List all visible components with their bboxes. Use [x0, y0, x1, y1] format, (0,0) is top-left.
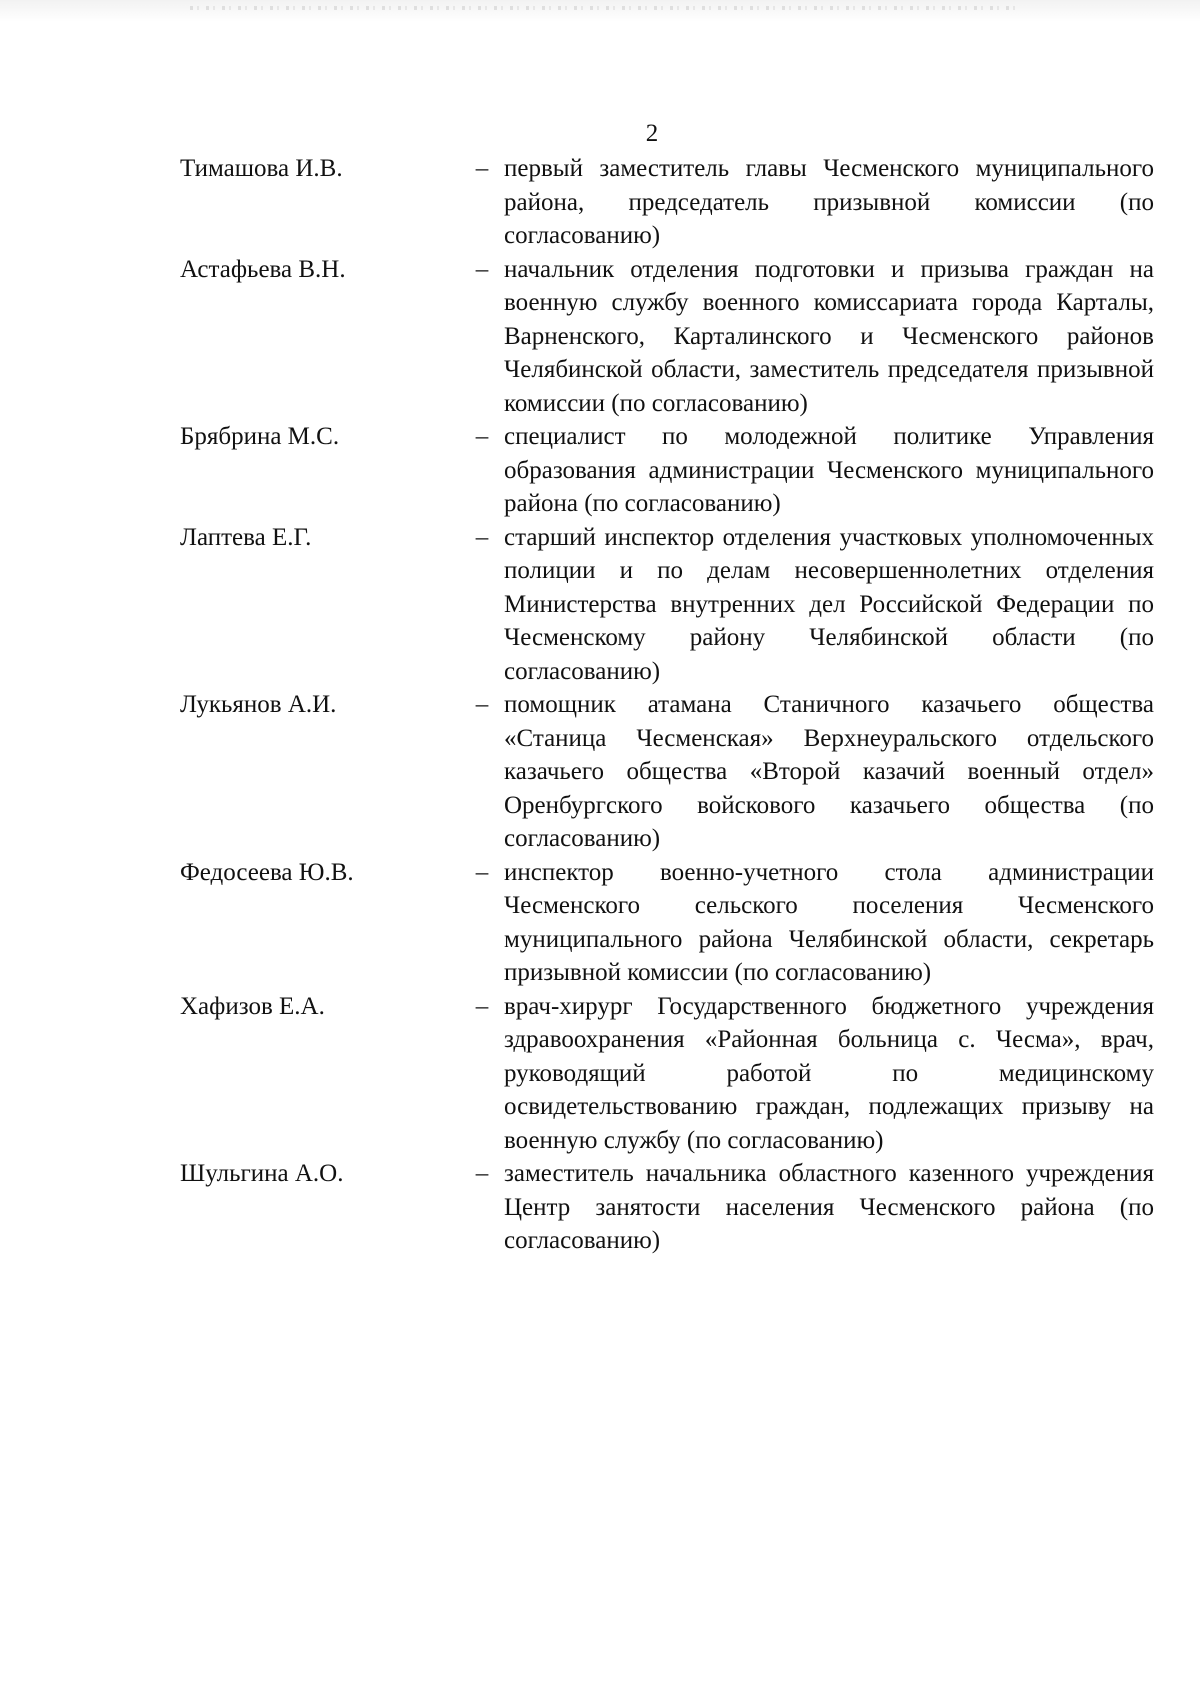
member-row [180, 521, 1160, 689]
dash-separator: – [475, 423, 489, 450]
member-position: заместитель начальника областного казенного учреждения Центр занятости населения Чесменского района (по согласованию) [504, 1160, 1154, 1254]
dash-separator: – [475, 155, 489, 182]
member-position: специалист по молодежной политике Управления образования администрации Чесменского муниципального района (по согласованию) [504, 423, 1154, 517]
member-name: Брябрина М.С. [180, 423, 340, 450]
dash-separator: – [475, 691, 489, 718]
member-position: старший инспектор отделения участковых уполномоченных полиции и по делам несовершеннолетних отделения Министерства внутренних дел Российской Федерации по Чесменскому району Челябинской области (по согласованию) [504, 523, 1154, 685]
dash-separator: – [475, 858, 489, 886]
member-position: помощник атамана Станичного казачьего общества «Станица Чесменская» Верхнеуральского отдельского казачьего общества «Второй казачий военный отдел» Оренбургского войскового казачьего общества (по согласованию) [504, 691, 1154, 852]
member-name: Федосеева Ю.В. [180, 858, 354, 886]
member-row [180, 990, 1160, 1158]
member-row [180, 152, 1160, 253]
member-row [180, 856, 1160, 990]
member-name: Тимашова И.В. [180, 155, 343, 182]
scan-top-edge [0, 0, 1200, 22]
member-row [180, 688, 1160, 856]
member-name: Хафизов Е.А. [180, 992, 325, 1020]
member-name: Астафьева В.Н. [180, 255, 346, 283]
commission-members-list [180, 152, 1160, 1258]
dash-separator: – [475, 992, 489, 1020]
member-row [180, 253, 1160, 421]
dash-separator: – [475, 255, 489, 283]
member-position: начальник отделения подготовки и призыва граждан на военную службу военного комиссариата города Карталы, Варненского, Карталинского и Чесменского районов Челябинской области, заместитель председателя призывной комиссии (по согласованию) [504, 255, 1154, 417]
member-position: первый заместитель главы Чесменского муниципального района, председатель призывной комиссии (по согласованию) [504, 155, 1154, 249]
dash-separator: – [475, 1160, 489, 1187]
member-name: Лукьянов А.И. [180, 691, 337, 718]
member-name: Лаптева Е.Г. [180, 523, 312, 551]
member-position: инспектор военно-учетного стола администрации Чесменского сельского поселения Чесменского муниципального района Челябинской области, секретарь призывной комиссии (по согласованию) [504, 858, 1154, 986]
member-row [180, 1157, 1160, 1258]
member-position: врач-хирург Государственного бюджетного учреждения здравоохранения «Районная больница с. Чесма», врач, руководящий работой по медицинскому освидетельствованию граждан, подлежащих призыву на военную службу (по согласованию) [504, 992, 1154, 1154]
scan-artifact [190, 6, 1020, 10]
page-number: 2 [645, 120, 659, 147]
dash-separator: – [475, 523, 489, 551]
member-row [180, 420, 1160, 521]
member-name: Шульгина А.О. [180, 1160, 344, 1187]
